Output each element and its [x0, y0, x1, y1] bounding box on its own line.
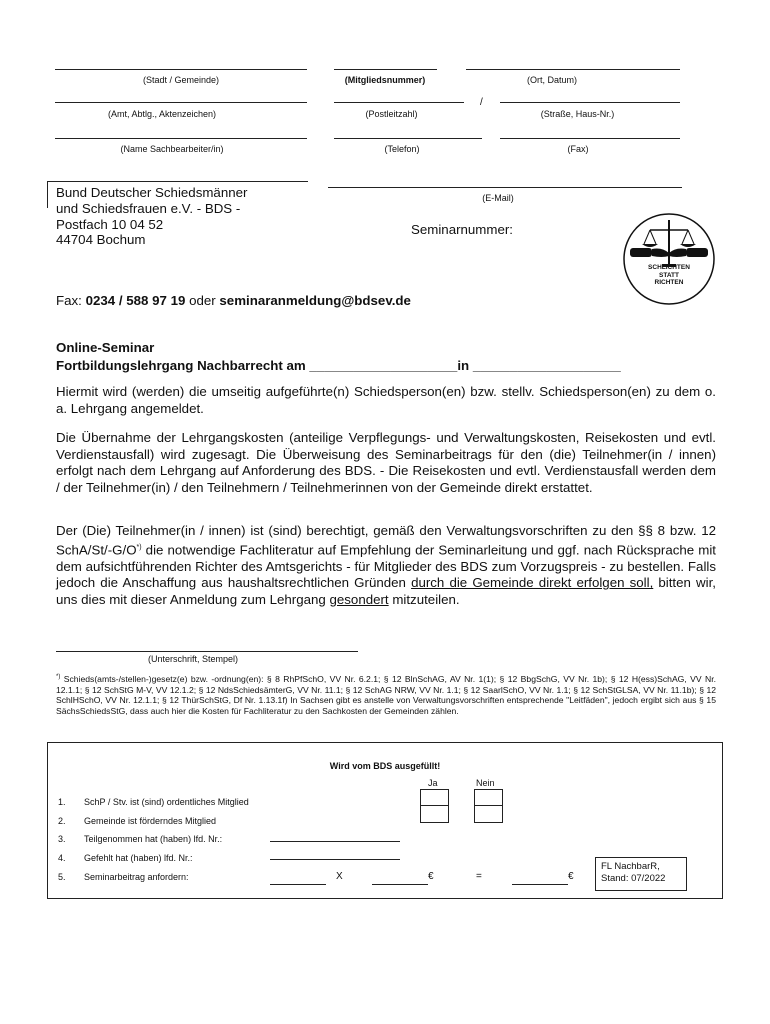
footnote-ref: *): [136, 543, 142, 551]
footnote-text: Schieds(amts-/stellen-)gesetz(e) bzw. -ordnung(en): § 8 RhPfSchO, VV Nr. 6.2.1; § 12 BlnSchAG, AV Nr. 1(1); § 12 BbgSchG, VV Nr. 1b); § 12 H(ess)SchAG, VV Nr. 12.1.1; § 12 SchStG M-V, VV 12.1.2; § 12 NdsSchiedsämterG, VV Nr. 11.1; § 12 SchAG NRW, VV Nr. 1.1; § 12 SaarlSchO, VV Nr. 1.1; § 12 SchStGLSA, VV Nr. 11.1b); § 12 SchlHSchO, VV Nr. 12.1.1; § 12 ThürSchStG, Df Nr. 1.13.1f) In Sachsen gibt es anstelle von Verwaltungsvorschriften entsprechende "Leitfäden", jedoch ergibt sich aus § 15 SächsSchiedsStG, dass auch hier die Kosten für Fachliteratur zu den Sachkosten der Gemeinden zählen.: [56, 673, 716, 717]
count-field[interactable]: [270, 884, 326, 885]
contact-email: seminaranmeldung@bdsev.de: [219, 293, 411, 308]
seminar-title: [56, 339, 621, 375]
bds-item-5: 5. Seminarbeitrag anfordern:: [58, 872, 189, 882]
logo-text-line-1: SCHLICHTEN: [648, 264, 690, 271]
underlined-direct: durch die Gemeinde direkt erfolgen soll,: [411, 575, 654, 591]
paragraph-literature: Der (Die) Teilnehmer(in / innen) ist (sind) berechtigt, gemäß den Verwaltungsvorschriften zu den §§ 8 bzw. 12 SchA/St/-G/O*) die notwendige Fachliteratur auf Empfehlung der Seminarleitung und ggf. nach Rücksprache mit dem aufsichtführenden Richter des Amtsgerichts - für Mitglieder des BDS zum Vorzugspreis - zu bestellen. Falls jedoch die Anschaffung aus haushaltsrechtlichen Gründen durch die Gemeinde direkt erfolgen soll, bitten wir, uns dies mit dieser Anmeldung zum Lehrgang gesondert mitzuteilen.: [56, 523, 716, 607]
telefon-label: (Telefon): [384, 144, 420, 154]
address-line-3: Postfach 10 04 52: [56, 216, 164, 232]
address-block: [56, 185, 247, 248]
total-field[interactable]: [512, 884, 568, 885]
sachbearbeiter-line: [55, 138, 307, 139]
bds-item-4: 4. Gefehlt hat (haben) lfd. Nr.:: [58, 853, 193, 863]
mitgliedsnummer-line: [334, 69, 437, 70]
stand-box: [595, 857, 687, 891]
bds-item-2: 2. Gemeinde ist förderndes Mitglied: [58, 816, 217, 826]
ja-checkbox-2[interactable]: [420, 805, 449, 823]
email-label: (E-Mail): [482, 193, 514, 203]
bds-office-box: [47, 742, 723, 899]
bds-box-heading: Wird vom BDS ausgefüllt!: [329, 761, 441, 771]
fax-contact-line: [56, 293, 411, 308]
paragraph-registration: Hiermit wird (werden) die umseitig aufgeführte(n) Schiedsperson(en) bzw. stellv. Schiedsperson(en) zu dem o. a. Lehrgang angemeldet.: [56, 384, 716, 416]
telefon-line: [334, 138, 482, 139]
amt-label: (Amt, Abtlg., Aktenzeichen): [107, 109, 217, 119]
stand-line-1: FL NachbarR,: [601, 861, 660, 872]
seminarnummer-label: Seminarnummer:: [411, 222, 513, 237]
fax-label: (Fax): [567, 144, 589, 154]
stand-line-2: Stand: 07/2022: [601, 873, 666, 884]
address-line-2: und Schiedsfrauen e.V. - BDS -: [56, 200, 241, 216]
bds-item-3: 3. Teilgenommen hat (haben) lfd. Nr.:: [58, 834, 223, 844]
stadt-line: [55, 69, 307, 70]
bds-item-1: 1. SchP / Stv. ist (sind) ordentliches Mitglied: [58, 797, 249, 807]
equals-sign: =: [476, 871, 482, 882]
scales-emblem-icon: [622, 212, 716, 306]
teilgenommen-field[interactable]: [270, 841, 400, 842]
underlined-gesondert: gesondert: [329, 591, 389, 607]
address-line-4: 44704 Bochum: [56, 232, 146, 248]
signature-label: (Unterschrift, Stempel): [148, 654, 239, 664]
strasse-label: (Straße, Haus-Nr.): [540, 109, 615, 119]
fax-number: 0234 / 588 97 19: [85, 293, 186, 308]
fax-middle: oder: [185, 293, 220, 308]
nein-header: Nein: [476, 778, 495, 788]
email-line: [328, 187, 682, 188]
euro-sign-2: €: [568, 871, 574, 882]
logo-text-line-3: RICHTEN: [654, 279, 684, 286]
bds-logo: [622, 212, 716, 306]
amt-line: [55, 102, 307, 103]
ort-datum-label: (Ort, Datum): [526, 75, 577, 85]
footnote-marker: *): [56, 674, 61, 680]
strasse-line: [500, 102, 680, 103]
sachbearbeiter-label: (Name Sachbearbeiter/in): [120, 144, 224, 154]
footnote: [56, 672, 716, 717]
fax-line: [500, 138, 680, 139]
ort-datum-line: [466, 69, 680, 70]
seminar-type: Online-Seminar: [56, 340, 155, 355]
logo-text: [622, 264, 716, 287]
nein-checkbox-2[interactable]: [474, 805, 503, 823]
postleitzahl-line: [334, 102, 464, 103]
mitgliedsnummer-label: (Mitgliedsnummer): [344, 75, 426, 85]
slash-separator: /: [480, 97, 483, 108]
logo-text-line-2: STATT: [659, 271, 679, 279]
fax-prefix: Fax:: [56, 293, 86, 308]
gefehlt-field[interactable]: [270, 859, 400, 860]
address-line-1: Bund Deutscher Schiedsmänner: [56, 185, 248, 200]
multiply-sign: X: [336, 871, 343, 882]
postleitzahl-label: (Postleitzahl): [365, 109, 418, 119]
seminar-course-line: Fortbildungslehrgang Nachbarrecht am ____________________in ____________________: [56, 358, 621, 373]
paragraph-costs: Die Übernahme der Lehrgangskosten (anteilige Verpflegungs- und Verwaltungskosten, Reisekosten und evtl. Verdienstausfall) wird zugesagt. Die Überweisung des Seminarbeitrags für den (die) Teilnehmer(in / innen) erfolgt nach dem Lehrgang auf Anforderung des BDS. - Die Reisekosten und evtl. Verdienstausfall werden dem / der Teilnehmer(in) / den Teilnehmern / Teilnehmerinnen von der Gemeinde direkt erstattet.: [56, 430, 716, 495]
stadt-gemeinde-label: (Stadt / Gemeinde): [142, 75, 220, 85]
signature-line: [56, 651, 358, 652]
ja-header: Ja: [428, 778, 438, 788]
euro-sign-1: €: [428, 871, 434, 882]
price-field[interactable]: [372, 884, 428, 885]
